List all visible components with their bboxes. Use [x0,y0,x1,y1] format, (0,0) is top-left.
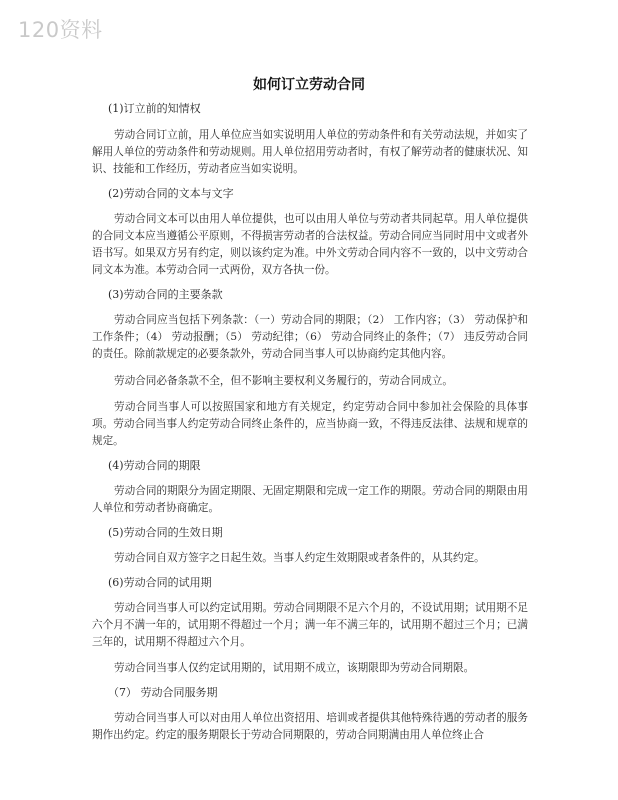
paragraph-7: 劳动合同自双方签字之日起生效。当事人约定生效期限或者条件的，从其约定。 [114,552,485,564]
section-heading-5: (5)劳动合同的生效日期 [108,526,223,539]
paragraph-2: 劳动合同文本可以由用人单位提供，也可以由用人单位与劳动者共同起草。用人单位提供的合同文本应当遵循公平原则，不得损害劳动者的合法权益。劳动合同应当同时用中文或者外语书写。如果双方另有约定，则以该约定为准。中外文劳动合同内容不一致的，以中文劳动合同文本为准。本劳动合同一式两份，双方各执一份。 [92,213,528,276]
section-heading-7: （7） 劳动合同服务期 [108,686,218,699]
section-heading-4: (4)劳动合同的期限 [108,459,201,472]
paragraph-9: 劳动合同当事人仅约定试用期的，试用期不成立，该期限即为劳动合同期限。 [114,662,475,674]
section-heading-6: (6)劳动合同的试用期 [108,576,212,589]
paragraph-3: 劳动合同应当包括下列条款：（一）劳动合同的期限；（2） 工作内容；（3） 劳动保护和工作条件；（4） 劳动报酬；（5） 劳动纪律；（6） 劳动合同终止的条件；（7） 违反劳动合同的责任。除前款规定的必要条款外，劳动合同当事人可以协商约定其他内容。 [92,314,528,360]
paragraph-5: 劳动合同当事人可以按照国家和地方有关规定，约定劳动合同中参加社会保险的具体事项。劳动合同当事人约定劳动合同终止条件的，应当协商一致，不得违反法律、法规和规章的规定。 [92,401,528,447]
watermark: 120资料 [18,18,103,42]
section-heading-1: (1)订立前的知情权 [108,102,201,115]
document-body [92,100,528,744]
paragraph-8: 劳动合同当事人可以约定试用期。劳动合同期限不足六个月的，不设试用期；试用期不足六个月不满一年的，试用期不得超过一个月；满一年不满三年的，试用期不超过三个月；已满三年的，试用期不得超过六个月。 [92,602,528,648]
paragraph-4: 劳动合同必备条款不全，但不影响主要权利义务履行的，劳动合同成立。 [114,375,453,387]
document-title: 如何订立劳动合同 [253,77,365,93]
section-heading-3: (3)劳动合同的主要条款 [108,288,223,301]
paragraph-6: 劳动合同的期限分为固定期限、无固定期限和完成一定工作的期限。劳动合同的期限由用人单位和劳动者协商确定。 [92,485,528,514]
section-heading-2: (2)劳动合同的文本与文字 [108,187,234,200]
paragraph-10: 劳动合同当事人可以对由用人单位出资招用、培训或者提供其他特殊待遇的劳动者的服务期作出约定。约定的服务期限长于劳动合同期限的，劳动合同期满由用人单位终止合 [92,712,528,741]
paragraph-1: 劳动合同订立前，用人单位应当如实说明用人单位的劳动条件和有关劳动法规，并如实了解用人单位的劳动条件和劳动规则。用人单位招用劳动者时，有权了解劳动者的健康状况、知识、技能和工作经历，劳动者应当如实说明。 [92,129,528,175]
